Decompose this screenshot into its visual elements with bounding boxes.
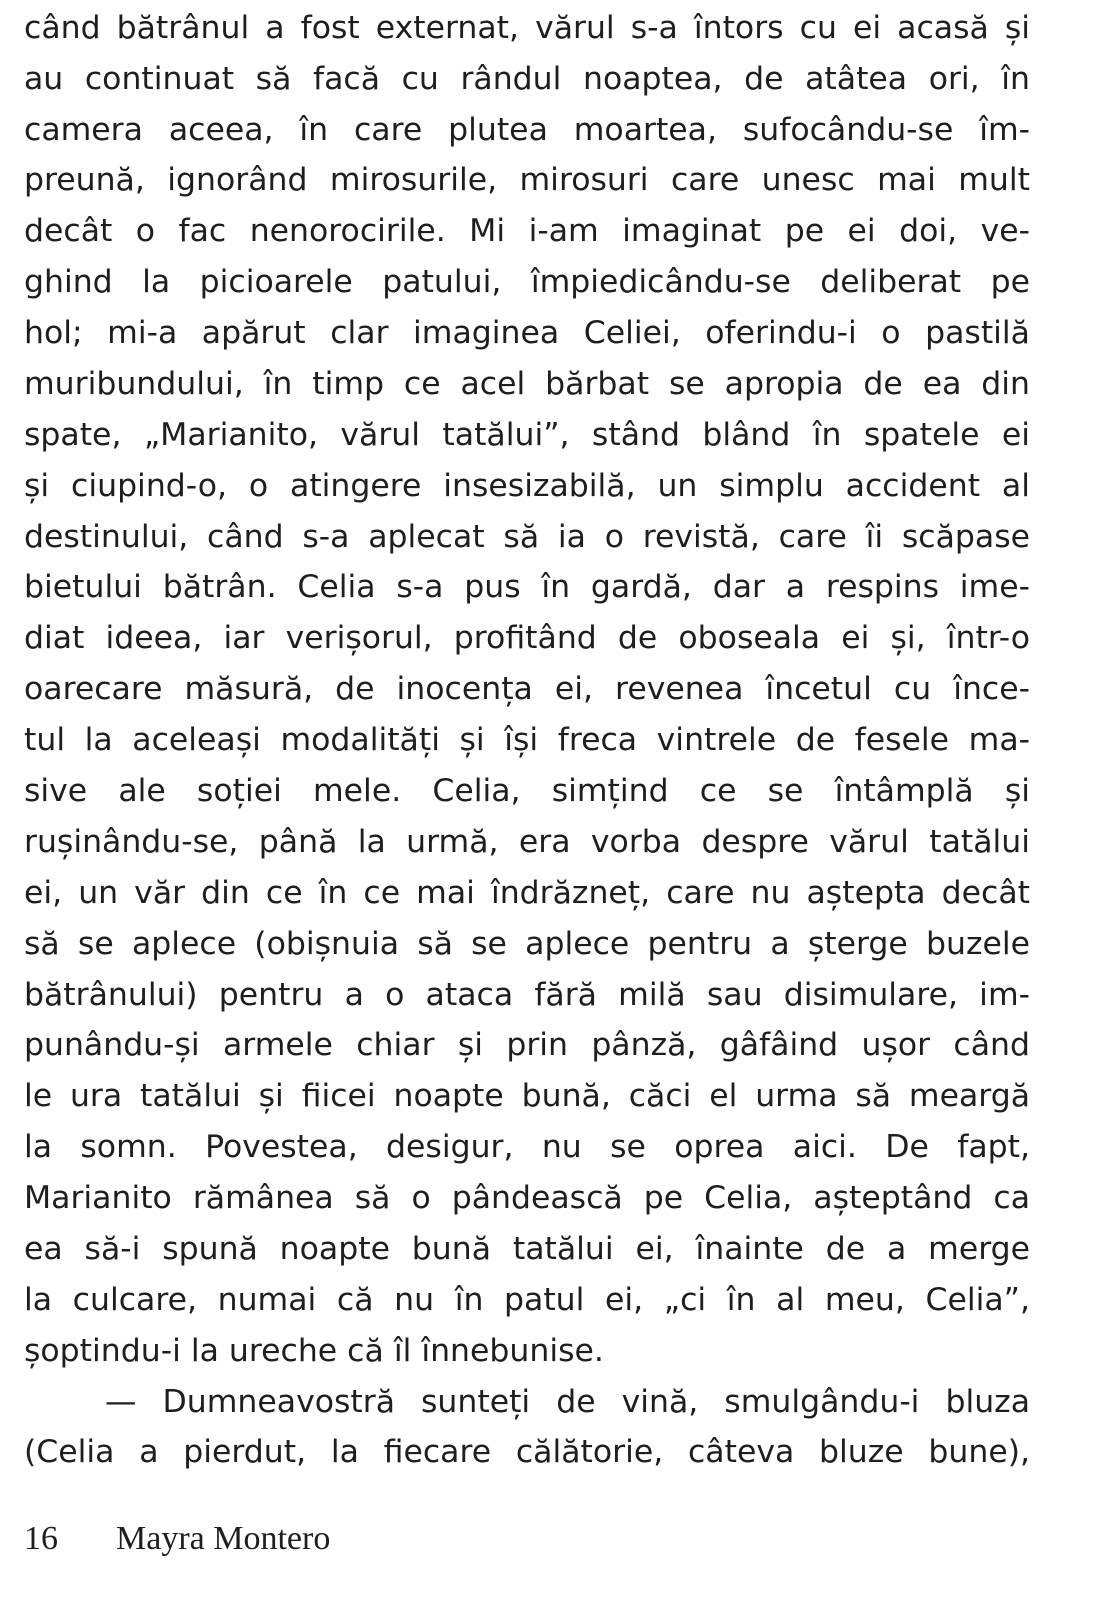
text-line: Marianito rămânea să o pândească pe Celia, așteptând ca	[24, 1180, 1030, 1216]
text-line: ei, un văr din ce în ce mai îndrăzneț, care nu aștepta decât	[24, 875, 1030, 911]
text-line: spate, „Marianito, vărul tatălui”, stând blând în spatele ei	[24, 417, 1030, 453]
author-name: Mayra Montero	[116, 1520, 331, 1557]
text-line: și ciupind-o, o atingere insesizabilă, un simplu accident al	[24, 468, 1030, 504]
text-line: decât o fac nenorocirile. Mi i-am imaginat pe ei doi, ve-	[24, 213, 1030, 249]
text-line: camera aceea, în care plutea moartea, sufocându-se îm-	[24, 112, 1030, 148]
page-number: 16	[24, 1520, 58, 1557]
text-line: (Celia a pierdut, la fiecare călătorie, câteva bluze bune),	[24, 1434, 1030, 1470]
text-line: bietului bătrân. Celia s-a pus în gardă, dar a respins ime-	[24, 569, 1030, 605]
text-line: au continuat să facă cu rândul noaptea, de atâtea ori, în	[24, 61, 1030, 97]
text-line: ghind la picioarele patului, împiedicându-se deliberat pe	[24, 264, 1030, 300]
text-line: hol; mi-a apărut clar imaginea Celiei, oferindu-i o pastilă	[24, 315, 1030, 351]
text-line: muribundului, în timp ce acel bărbat se apropia de ea din	[24, 366, 1030, 402]
text-line: destinului, când s-a aplecat să ia o revistă, care îi scăpase	[24, 519, 1030, 555]
text-line: rușinându-se, până la urmă, era vorba despre vărul tatălui	[24, 824, 1030, 860]
page-footer	[24, 1517, 330, 1561]
dialogue-line: — Dumneavostră sunteți de vină, smulgându-i bluza	[105, 1384, 1030, 1420]
text-line: ea să-i spună noapte bună tatălui ei, înainte de a merge	[24, 1231, 1030, 1267]
text-line: tul la aceleași modalități și își freca vintrele de fesele ma-	[24, 722, 1030, 758]
text-line: sive ale soției mele. Celia, simțind ce se întâmplă și	[24, 773, 1030, 809]
text-line: le ura tatălui și fiicei noapte bună, căci el urma să meargă	[24, 1078, 1030, 1114]
text-line: la somn. Povestea, desigur, nu se oprea aici. De fapt,	[24, 1129, 1030, 1165]
text-line: preună, ignorând mirosurile, mirosuri care unesc mai mult	[24, 162, 1030, 198]
text-line: oarecare măsură, de inocența ei, revenea încetul cu înce-	[24, 671, 1030, 707]
text-line: să se aplece (obișnuia să se aplece pentru a șterge buzele	[24, 926, 1030, 962]
text-line: șoptindu-i la ureche că îl înnebunise.	[24, 1333, 604, 1369]
text-line: la culcare, numai că nu în patul ei, „ci în al meu, Celia”,	[24, 1282, 1030, 1318]
text-line: diat ideea, iar verișorul, profitând de oboseala ei și, într-o	[24, 620, 1030, 656]
text-line: punându-și armele chiar și prin pânză, gâfâind ușor când	[24, 1027, 1030, 1063]
text-line: când bătrânul a fost externat, vărul s-a întors cu ei acasă și	[24, 10, 1030, 46]
text-line: bătrânului) pentru a o ataca fără milă sau disimulare, im-	[24, 977, 1030, 1013]
